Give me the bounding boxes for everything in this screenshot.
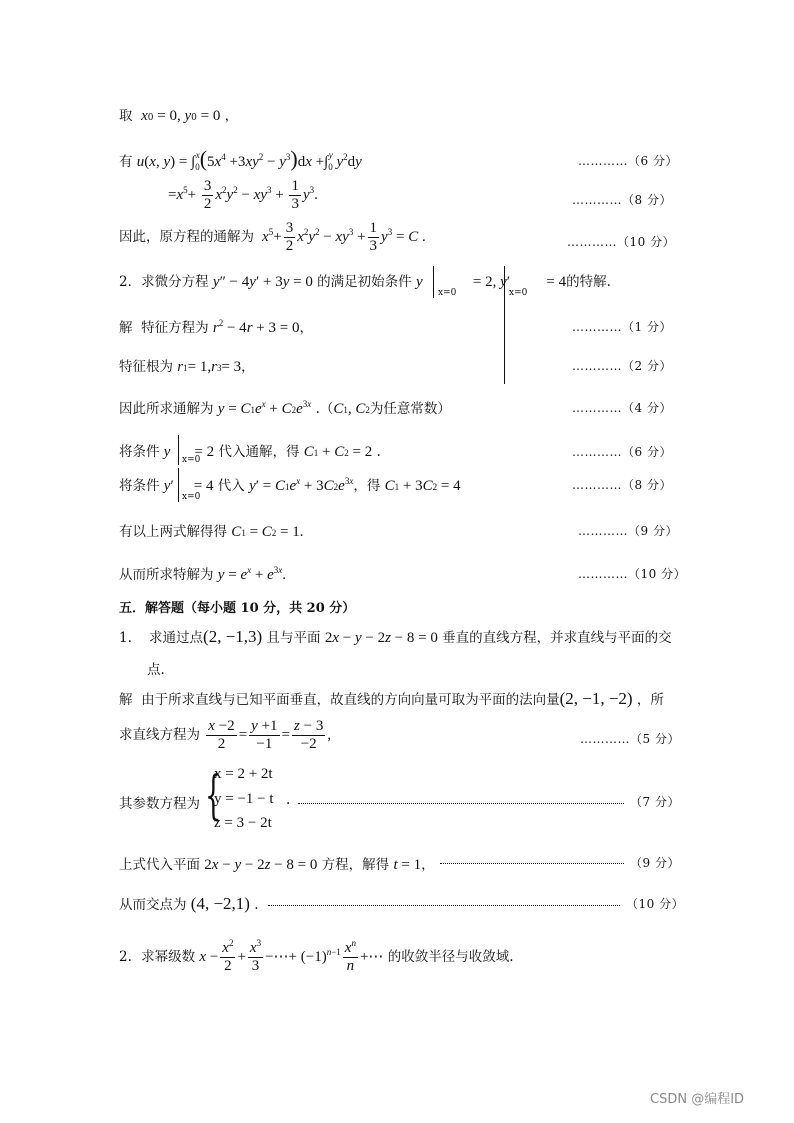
score-5: …………（5 分） [580,732,680,746]
param-prefix: 其参数方程为 [119,796,200,812]
score-6: …………（6 分） [578,154,678,168]
direction-vector-line: 解 由于所求直线与已知平面垂直，故直线的方向向量可取为平面的法向量(2, −1, −2) ，所 [119,689,664,708]
eval-bar-3 [178,435,179,465]
question-2-ode: 2．求微分方程 y″ − 4y′ + 3y = 0 的满足初始条件 y = 2, y′ = 4的特解. [119,274,611,290]
power-series-question: 2．求幂级数 x − $\frac{x^2}{2}$ + $\frac{x^3}{3}$ −⋯+ $(-1)^{n-1}$ $\frac{x^n}{n}$ +⋯ 的收敛半径与收敛域. [119,938,514,974]
score-8a: …………（8 分） [572,193,672,207]
q1-line-2: 点. [147,662,165,678]
eval-sub-4: x=0 [182,492,201,502]
score-4: …………（4 分） [572,401,672,415]
eval-sub-1: x=0 [438,288,457,298]
eval-bar-2 [504,266,505,384]
substitute-line: 上式代入平面 2x − y − 2z − 8 = 0 方程，解得 t = 1， [119,857,435,873]
q1-line-1: 1. 求通过点(2, −1,3) 且与平面 2x − y − 2z − 8 = 0 垂直的直线方程，并求直线与平面的交 [119,627,672,646]
general-solution-2: 因此所求通解为 $y = C1e^x + C2e^{3x}$ .（C1, C2为任意常数） [119,399,451,417]
score-2: …………（2 分） [572,359,672,373]
potential-function-line: 有 u(x, $y) = \int_0^x(5x^4 +3xy^2 - y^3)dx +\int_0^y$ $y^2dy$ [119,146,362,172]
param-y: y = −1 − t [214,791,274,807]
eval-sub-3: x=0 [182,455,201,465]
line-equation: 求直线方程为 $\frac{x -2}{2}$ = $\frac{y +1}{-1}$ = $\frac{z - 3}{-2}$ , [119,718,332,752]
param-brace: { [205,766,222,826]
leader-7 [298,795,624,804]
particular-solution: 从而所求特解为 $y = e^x + e^{3x}$. [119,565,286,583]
csdn-watermark: CSDN @编程ID [650,1092,745,1107]
score-8b: …………（8 分） [572,478,672,492]
characteristic-roots: 特征根为 r1= 1,r3= 3， [119,359,255,375]
section-5-heading: 五．解答题（每小题 10 分，共 20 分） [119,601,356,616]
general-solution-line: 因此，原方程的通解为 $x^5+$ $\frac{3}{2}$ $x^2y^2 - xy^3$ + $\frac{1}{3}$ $y^3 = C$ . [119,220,426,254]
score-6b: …………（6 分） [572,445,672,459]
condition-1: 将条件 y = 2 代入通解，得 C1 + C2 = 2 . [119,444,381,460]
score-7: （7 分） [630,795,680,809]
characteristic-eq: 解 特征方程为 $r^2 - 4r + 3 = 0$， [119,318,313,336]
intersection-line: 从而交点为 (4, −2,1) . [119,894,259,913]
solve-constants: 有以上两式解得得 C1 = C2 = 1. [119,524,304,540]
param-dot: . [286,792,291,808]
score-10c: （10 分） [626,897,685,911]
score-10a: …………（10 分） [567,235,676,249]
score-9b: （9 分） [630,856,680,870]
condition-2: 将条件 y′ = 4 代入 $y' = C1e^x + 3C2e^{3x}$，得 C1 + 3C2 = 4 [119,476,461,494]
leader-9 [440,855,624,864]
eval-sub-2: x=0 [509,288,528,298]
score-9: …………（9 分） [578,524,678,538]
init-values-line: 取 x0 = 0, y0 = 0 ， [119,108,239,124]
param-z: z = 3 − 2t [214,815,272,831]
param-x: x = 2 + 2t [214,766,273,782]
score-10b: …………（10 分） [578,567,687,581]
potential-result-line: $=x^5+$ $\frac{3}{2}$ $x^2y^2 - xy^3$ + $\frac{1}{3}$ $y^3$. [168,178,318,212]
leader-10 [268,897,620,906]
eval-bar-4 [178,468,179,502]
eval-bar-1 [433,266,434,298]
score-1: …………（1 分） [572,320,672,334]
